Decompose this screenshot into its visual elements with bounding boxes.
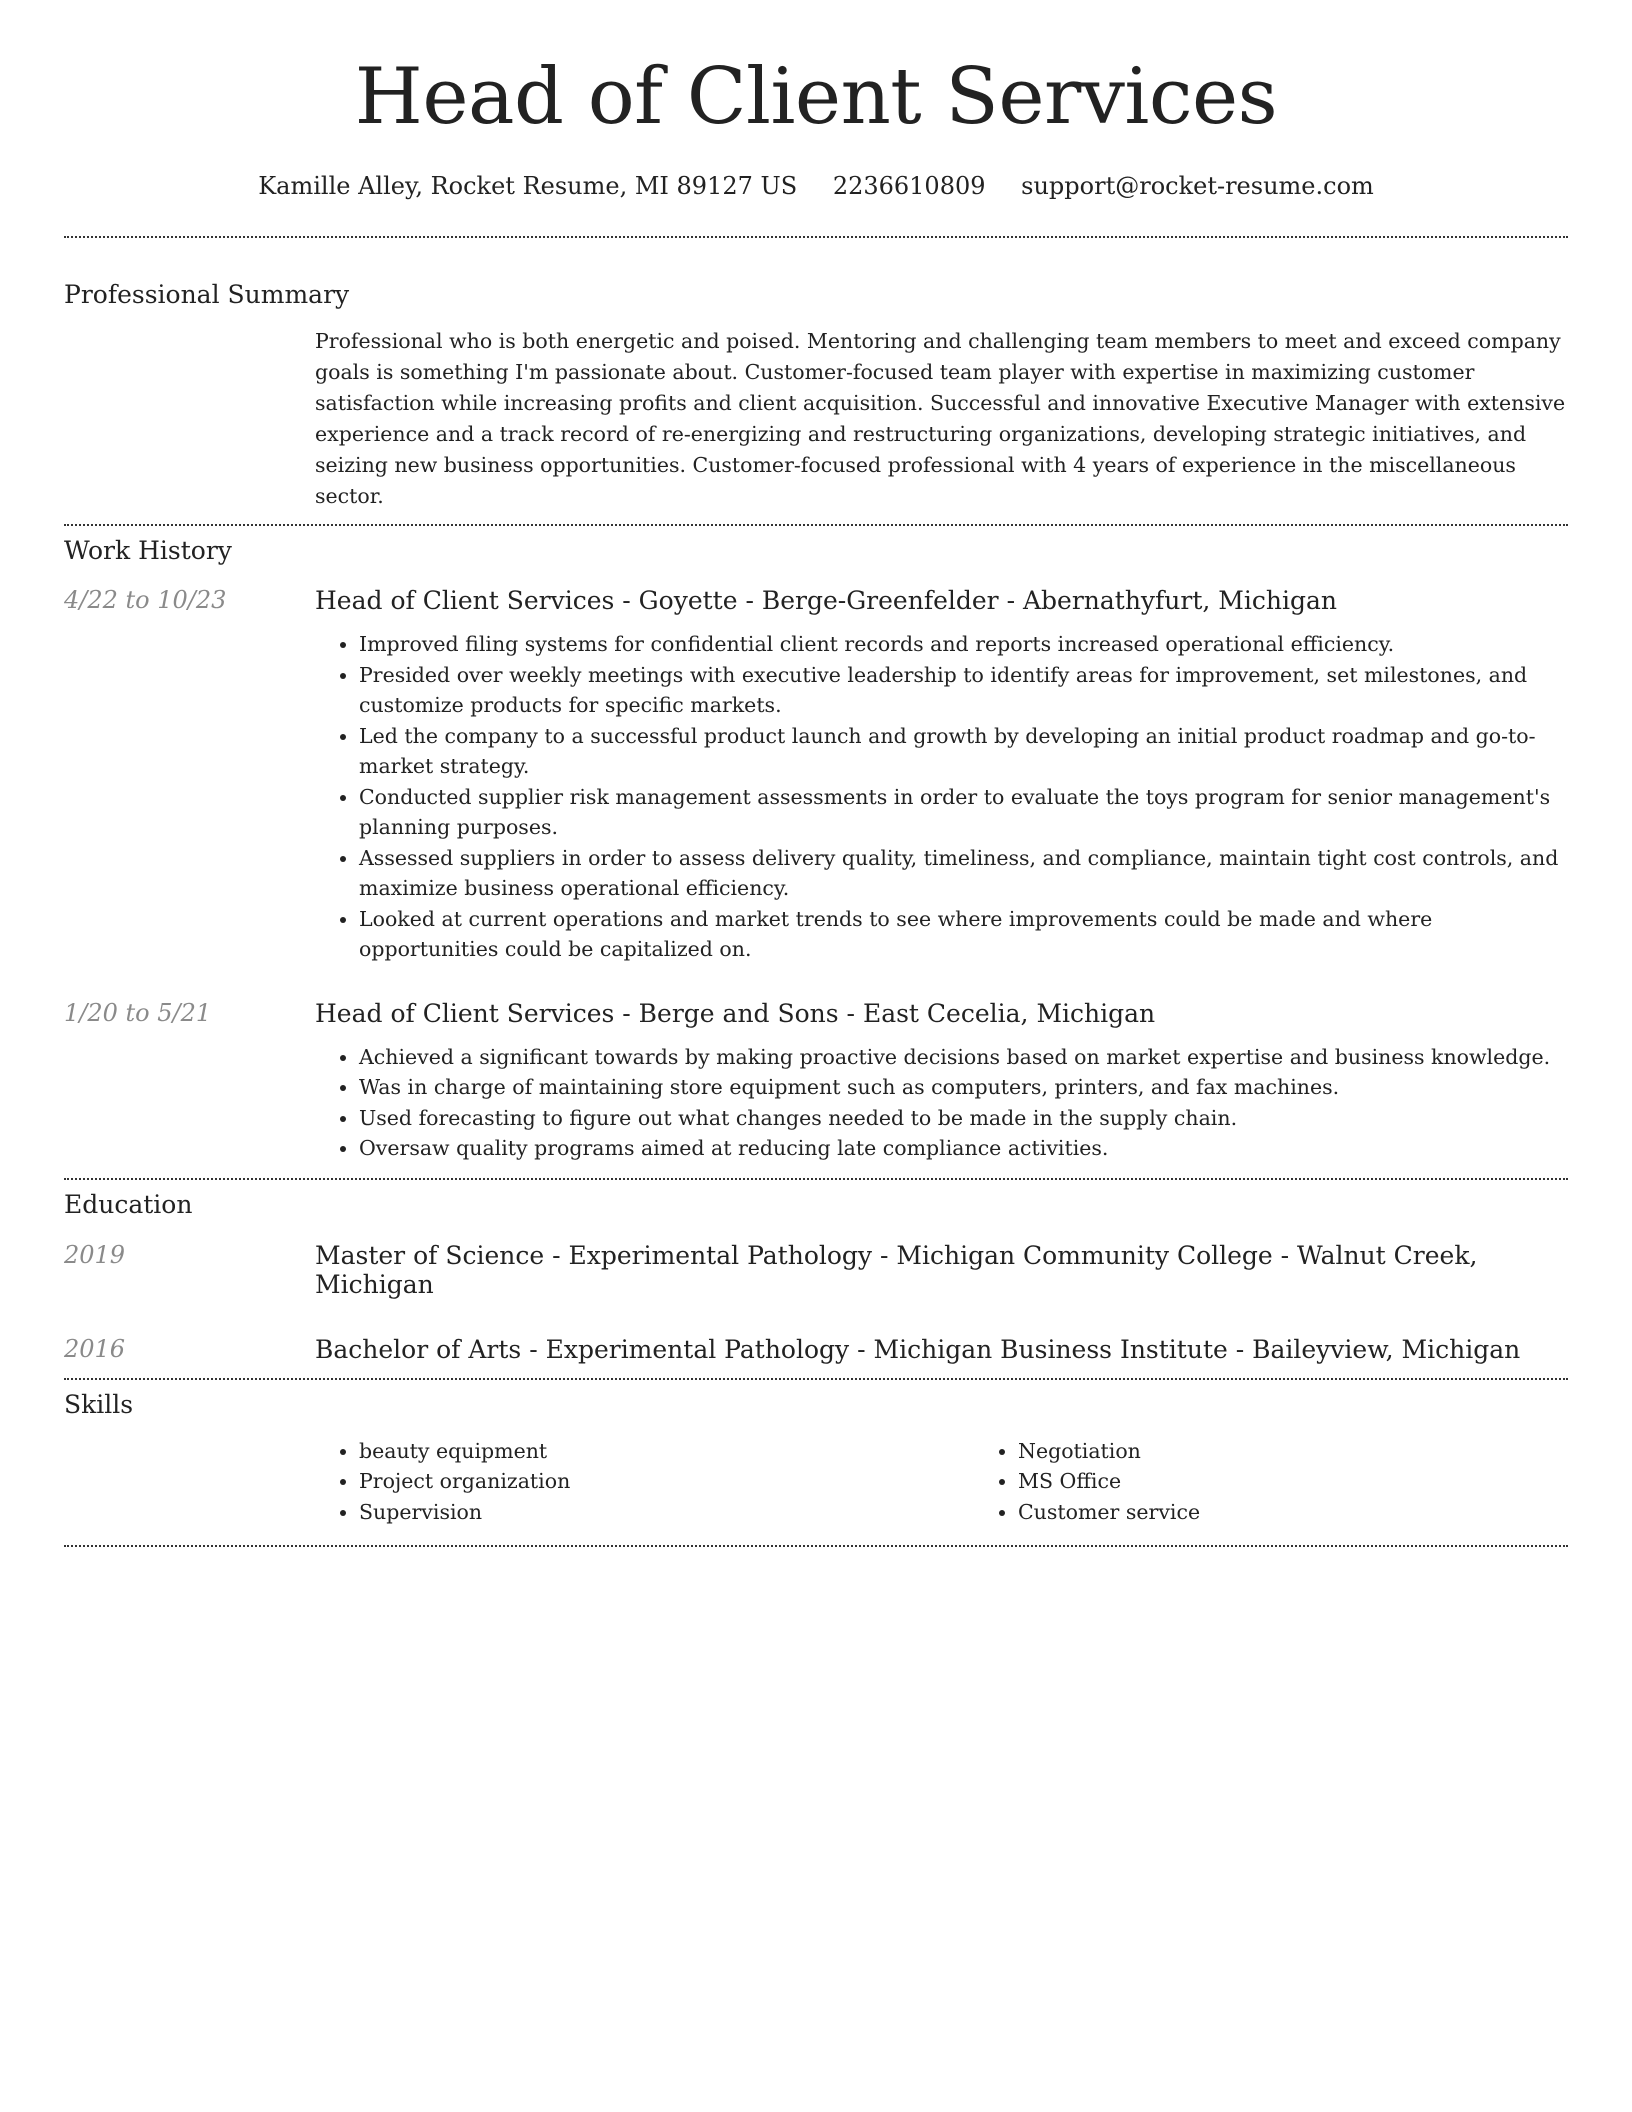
job-entry xyxy=(64,586,1568,965)
skill-item: • Project organization xyxy=(359,1466,974,1497)
job-bullet: • Oversaw quality programs aimed at reducing late compliance activities. xyxy=(359,1133,1568,1164)
contact-line xyxy=(64,172,1568,200)
contact-address: Kamille Alley, Rocket Resume, MI 89127 US xyxy=(258,172,798,200)
summary-row xyxy=(64,326,1568,512)
job-bullet: • Led the company to a successful product launch and growth by developing an initial product roadmap and go-to-market strategy. xyxy=(359,721,1568,782)
education-year: 2016 xyxy=(64,1334,126,1363)
job-bullets xyxy=(315,629,1568,965)
divider xyxy=(64,236,1568,238)
education-entry xyxy=(64,1335,1568,1364)
job-bullet: • Looked at current operations and market trends to see where improvements could be made and where opportunities could be capitalized on. xyxy=(359,904,1568,965)
resume-page xyxy=(64,0,1568,1547)
education-entry xyxy=(64,1241,1568,1299)
education-text: Master of Science - Experimental Pathology - Michigan Community College - Walnut Creek, Michigan xyxy=(315,1240,1478,1299)
job-title: Head of Client Services xyxy=(315,586,615,615)
job-title: Head of Client Services xyxy=(315,998,615,1028)
skill-item: • Customer service xyxy=(1018,1497,1632,1528)
section-heading-skills: Skills xyxy=(64,1389,134,1419)
skills-list-right xyxy=(974,1436,1632,1528)
skills-row xyxy=(64,1436,1568,1528)
skill-item: • Negotiation xyxy=(1018,1436,1632,1467)
contact-email: support@rocket-resume.com xyxy=(1021,172,1374,200)
resume-title: Head of Client Services xyxy=(354,52,1278,142)
education-year: 2019 xyxy=(64,1240,126,1269)
section-heading-work: Work History xyxy=(64,536,232,565)
contact-phone: 2236610809 xyxy=(832,172,986,200)
job-bullets xyxy=(315,1042,1568,1164)
divider xyxy=(64,1178,1568,1180)
job-bullet: • Presided over weekly meetings with executive leadership to identify areas for improvement, set milestones, and customize products for specific markets. xyxy=(359,660,1568,721)
skill-item: • beauty equipment xyxy=(359,1436,974,1467)
job-bullet: • Achieved a significant towards by making proactive decisions based on market expertise and business knowledge. xyxy=(359,1042,1568,1073)
divider xyxy=(64,524,1568,526)
summary-text: Professional who is both energetic and poised. Mentoring and challenging team members to meet and exceed company goals is something I'm passionate about. Customer-focused team player with expertise in maximizing customer satisfaction while increasing profits and client acquisition. Successful and innovative Executive Manager with extensive experience and a track record of re-energizing and restructuring organizations, developing strategic initiatives, and seizing new business opportunities. Customer-focused professional with 4 years of experience in the miscellaneous sector. xyxy=(315,329,1566,508)
job-dates: 1/20 to 5/21 xyxy=(64,998,212,1027)
skill-item: • Supervision xyxy=(359,1497,974,1528)
job-details: - Berge and Sons - East Cecelia, Michigan xyxy=(614,998,1156,1028)
job-bullet: • Was in charge of maintaining store equipment such as computers, printers, and fax machines. xyxy=(359,1072,1568,1103)
job-bullet: • Used forecasting to figure out what changes needed to be made in the supply chain. xyxy=(359,1103,1568,1134)
section-heading-summary: Professional Summary xyxy=(64,280,350,309)
job-heading xyxy=(315,999,1568,1028)
job-entry xyxy=(64,999,1568,1164)
section-heading-education: Education xyxy=(64,1189,193,1219)
divider xyxy=(64,1378,1568,1380)
job-bullet: • Improved filing systems for confidential client records and reports increased operational efficiency. xyxy=(359,629,1568,660)
education-text: Bachelor of Arts - Experimental Pathology - Michigan Business Institute - Baileyview, Michigan xyxy=(315,1334,1521,1364)
divider xyxy=(64,1545,1568,1547)
skill-item: • MS Office xyxy=(1018,1466,1632,1497)
job-dates: 4/22 to 10/23 xyxy=(64,586,227,614)
job-details: - Goyette - Berge-Greenfelder - Abernathyfurt, Michigan xyxy=(614,586,1337,615)
job-bullet: • Assessed suppliers in order to assess delivery quality, timeliness, and compliance, maintain tight cost controls, and maximize business operational efficiency. xyxy=(359,843,1568,904)
job-bullet: • Conducted supplier risk management assessments in order to evaluate the toys program for senior management's planning purposes. xyxy=(359,782,1568,843)
skills-list-left xyxy=(315,1436,974,1528)
job-heading xyxy=(315,586,1568,615)
